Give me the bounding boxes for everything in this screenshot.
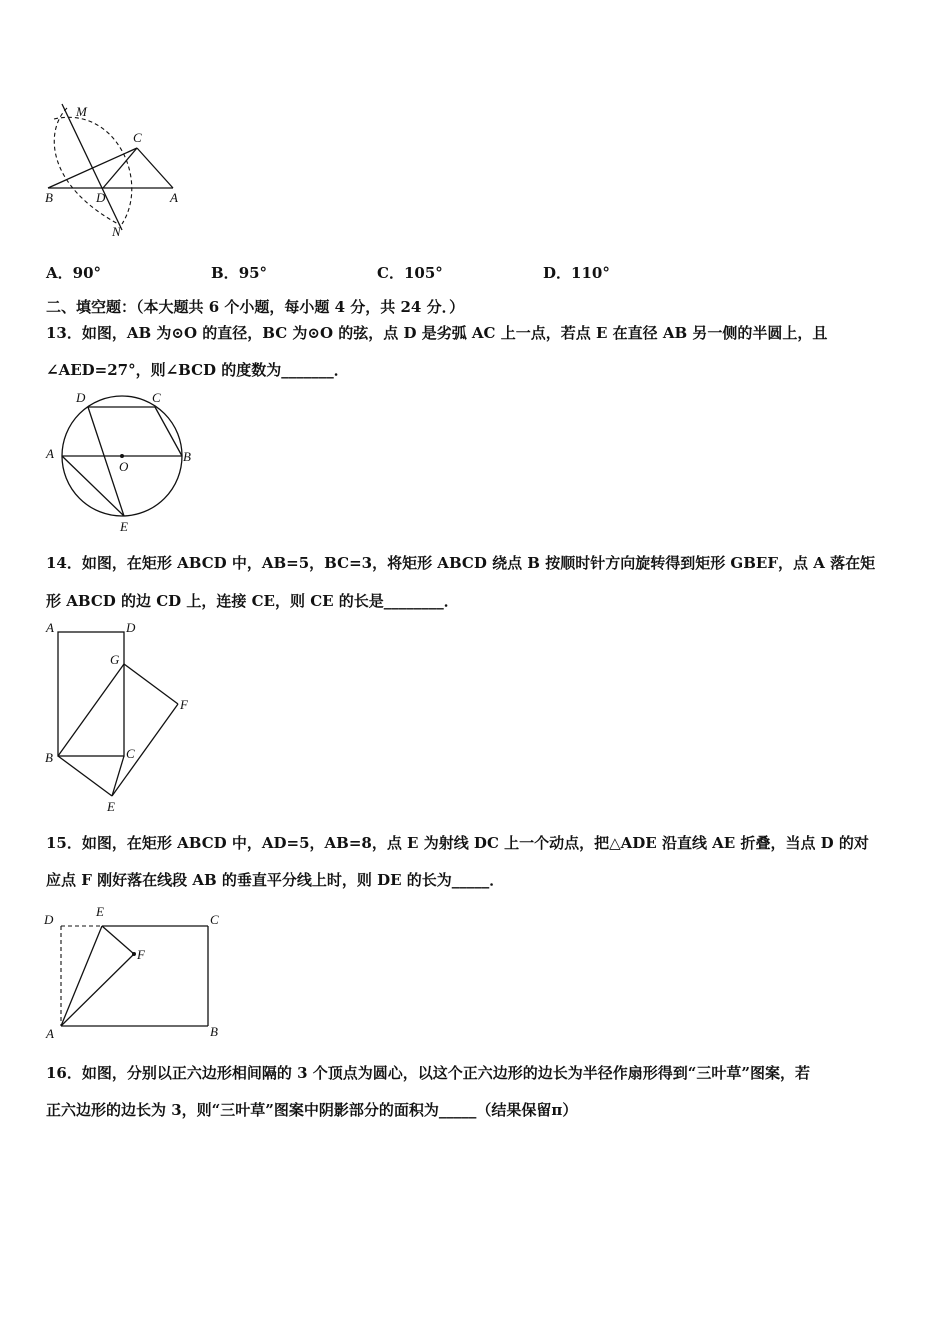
q12-option-d: D．110° (543, 264, 610, 282)
q12-arc (54, 108, 120, 225)
q14-label-f: F (180, 697, 188, 712)
q15-point-f (132, 952, 136, 956)
q14-label-a: A (46, 620, 54, 635)
q12-line-mn (62, 104, 122, 230)
q13-text-line1: 13．如图，AB 为⊙O 的直径，BC 为⊙O 的弦，点 D 是劣弧 AC 上一点，若点 E 在直径 AB 另一侧的半圆上，且 (46, 324, 828, 342)
q13-label-c: C (152, 390, 161, 405)
q14-figure (40, 618, 210, 818)
q12-line-ca (137, 148, 173, 188)
q15-line-ef (102, 926, 134, 954)
q15-label-b: B (210, 1024, 218, 1039)
q13-label-a: A (46, 446, 54, 461)
q15-label-a: A (46, 1026, 54, 1041)
q14-line-bg (58, 664, 124, 756)
q12-arc (54, 117, 132, 224)
q12-option-b: B．95° (211, 264, 268, 282)
q15-figure (40, 900, 240, 1040)
q14-label-e: E (107, 799, 115, 814)
q12-label-d: D (96, 190, 106, 205)
q14-label-b: B (45, 750, 53, 765)
q12-figure (40, 100, 200, 250)
q15-line-ae (61, 926, 102, 1026)
q14-line-be (58, 756, 112, 796)
q13-label-d: D (76, 390, 86, 405)
q16-text-line1: 16．如图，分别以正六边形相间隔的 3 个顶点为圆心，以这个正六边形的边长为半径作扇形得到“三叶草”图案，若 (46, 1064, 811, 1082)
q14-line-ce (112, 756, 124, 796)
q13-label-o: O (119, 459, 129, 474)
q13-figure (40, 388, 200, 538)
q13-center-dot (120, 454, 124, 458)
q14-label-g: G (110, 652, 120, 667)
q15-label-d: D (44, 912, 54, 927)
q14-text-line1: 14．如图，在矩形 ABCD 中，AB=5，BC=3，将矩形 ABCD 绕点 B 按顺时针方向旋转得到矩形 GBEF，点 A 落在矩 (46, 554, 876, 572)
q13-text-line2: ∠AED=27°，则∠BCD 的度数为_______． (46, 361, 349, 379)
q12-label-b: B (45, 190, 53, 205)
q16-text-line2: 正六边形的边长为 3，则“三叶草”图案中阴影部分的面积为_____（结果保留π） (46, 1101, 578, 1119)
q14-line-fe (112, 704, 178, 796)
q12-label-m: M (76, 104, 87, 119)
q12-label-n: N (112, 224, 121, 239)
q13-label-e: E (120, 519, 128, 534)
q12-option-c: C．105° (377, 264, 443, 282)
q14-rect-abcd (58, 632, 124, 756)
q12-label-c: C (133, 130, 142, 145)
q14-label-c: C (126, 746, 135, 761)
q13-label-b: B (183, 449, 191, 464)
q15-text-line2: 应点 F 刚好落在线段 AB 的垂直平分线上时，则 DE 的长为_____． (46, 871, 505, 889)
q15-label-c: C (210, 912, 219, 927)
q15-label-e: E (96, 904, 104, 919)
q14-text-line2: 形 ABCD 的边 CD 上，连接 CE，则 CE 的长是________． (46, 592, 459, 610)
q14-label-d: D (126, 620, 136, 635)
q13-chord-cb (155, 407, 182, 456)
q15-label-f: F (137, 947, 145, 962)
q12-line-bc (48, 148, 137, 188)
section-title: 二、填空题：（本大题共 6 个小题，每小题 4 分，共 24 分．） (46, 298, 465, 316)
q14-line-gf (124, 664, 178, 704)
q12-option-a: A．90° (46, 264, 102, 282)
q12-label-a: A (170, 190, 178, 205)
q15-line-af (61, 954, 134, 1026)
q15-text-line1: 15．如图，在矩形 ABCD 中，AD=5，AB=8，点 E 为射线 DC 上一个动点，把△ADE 沿直线 AE 折叠，当点 D 的对 (46, 834, 869, 852)
